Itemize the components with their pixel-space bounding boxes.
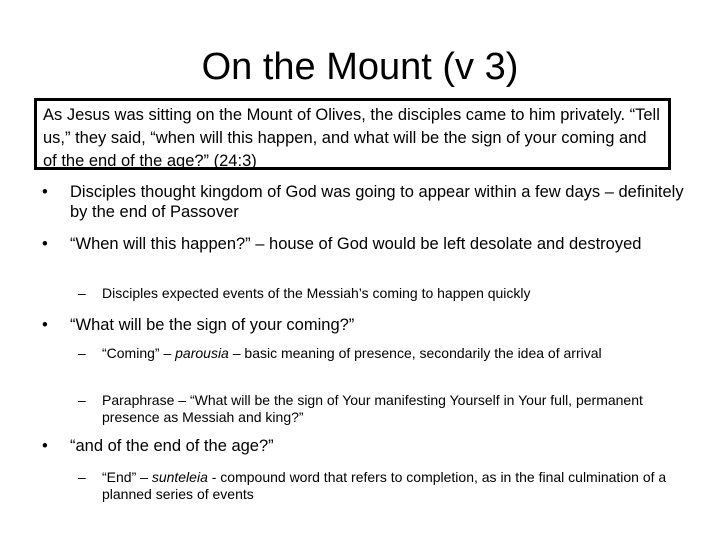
greek-term: parousia — [175, 345, 229, 361]
dash-marker: – — [78, 345, 86, 361]
bullet-text: “and of the end of the age?” — [70, 437, 274, 455]
bullet-text: “What will be the sign of your coming?” — [70, 316, 355, 334]
dash-marker: – — [78, 392, 86, 408]
sub-bullet-post: - compound word that refers to completion, as in the final culmination of a planned series of events — [102, 469, 667, 502]
scripture-quote-box: As Jesus was sitting on the Mount of Olives, the disciples came to him privately. “Tell us,” they said, “when will this happen, and what will be the sign of your coming and of the end of the age?” (24:3) — [34, 98, 671, 170]
sub-bullet-text: Disciples expected events of the Messiah’s coming to happen quickly — [102, 285, 531, 301]
sub-bullet-pre: “Coming” – — [102, 345, 176, 361]
bullet-text: “When will this happen?” – house of God would be left desolate and destroyed — [70, 235, 642, 253]
bullet-marker: • — [42, 235, 48, 253]
sub-bullet-post: – basic meaning of presence, secondarily the idea of arrival — [228, 345, 602, 361]
dash-marker: – — [78, 469, 86, 485]
dash-marker: – — [78, 285, 86, 301]
bullet-marker: • — [42, 316, 48, 334]
sub-bullet-pre: “End” – — [102, 469, 152, 485]
sub-bullet-text — [102, 469, 672, 503]
bullet-text: Disciples thought kingdom of God was going to appear within a few days – definitely by the end of Passover — [70, 183, 684, 221]
slide-title: On the Mount (v 3) — [201, 46, 519, 88]
sub-bullet-text: Paraphrase – “What will be the sign of Your manifesting Yourself in Your full, permanent presence as Messiah and king?” — [102, 392, 643, 425]
sub-bullet-text — [102, 345, 672, 362]
bullet-marker: • — [42, 183, 48, 201]
bullet-marker: • — [42, 437, 48, 455]
greek-term: sunteleia — [151, 469, 208, 485]
